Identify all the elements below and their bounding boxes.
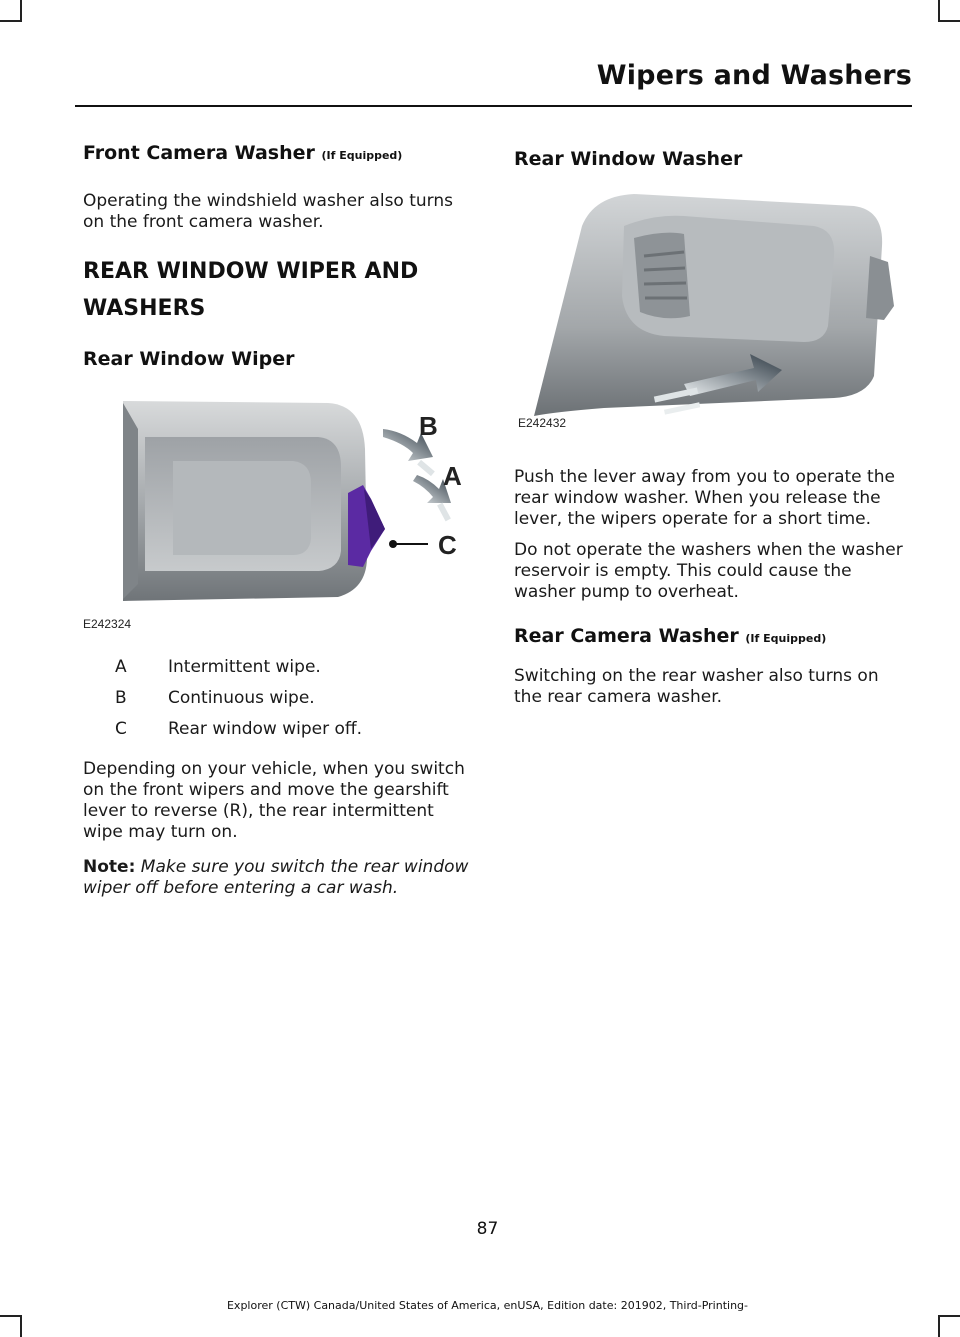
washer-lever-illustration bbox=[514, 186, 909, 426]
left-column bbox=[83, 140, 478, 899]
note-label: Note: bbox=[83, 857, 136, 877]
crop-mark bbox=[938, 1315, 960, 1317]
label-b: B bbox=[419, 411, 438, 441]
crop-mark bbox=[20, 1315, 22, 1337]
legend-item bbox=[83, 688, 478, 709]
lever-button bbox=[173, 461, 311, 555]
section-heading-line1: REAR WINDOW WIPER AND bbox=[83, 259, 419, 284]
front-camera-washer-text: Operating the windshield washer also turns on the front camera washer. bbox=[83, 191, 453, 232]
wiper-lever-illustration bbox=[83, 389, 478, 639]
lever-end-cap bbox=[866, 256, 894, 320]
crop-mark bbox=[938, 1315, 940, 1337]
rear-window-washer-heading: Rear Window Washer bbox=[514, 148, 743, 170]
legend-item bbox=[83, 719, 478, 740]
legend-key: C bbox=[115, 719, 127, 739]
legend-key: A bbox=[115, 657, 127, 677]
reverse-wipe-text: Depending on your vehicle, when you switch on the front wipers and move the gearshift lever to reverse (R), the rear intermittent wipe may turn on. bbox=[83, 759, 465, 842]
label-c: C bbox=[438, 530, 457, 560]
thumbwheel bbox=[634, 233, 690, 319]
right-column bbox=[514, 140, 909, 708]
figure-id: E242432 bbox=[518, 416, 567, 430]
edition-footer: Explorer (CTW) Canada/United States of America, enUSA, Edition date: 201902, Third-Printing- bbox=[226, 1299, 749, 1312]
note-paragraph bbox=[83, 857, 478, 899]
legend-key: B bbox=[115, 688, 127, 708]
rear-washer-figure bbox=[514, 186, 909, 430]
crop-mark bbox=[0, 1315, 22, 1317]
push-lever-text: Push the lever away from you to operate the rear window washer. When you release the lever, the wipers operate for a short time. bbox=[514, 467, 895, 529]
note-text: Make sure you switch the rear window wiper off before entering a car wash. bbox=[83, 857, 469, 898]
heading-text: Front Camera Washer bbox=[83, 142, 315, 164]
legend-text: Rear window wiper off. bbox=[168, 719, 363, 739]
arrow-dash bbox=[417, 460, 435, 476]
reservoir-warning-text: Do not operate the washers when the washer reservoir is empty. This could cause the washer pump to overheat. bbox=[514, 540, 903, 602]
legend-item bbox=[83, 657, 478, 678]
rear-camera-washer-heading bbox=[514, 623, 909, 652]
crop-mark bbox=[0, 20, 22, 22]
legend-list bbox=[83, 657, 478, 740]
rear-wiper-figure bbox=[83, 389, 478, 639]
crop-mark bbox=[938, 20, 960, 22]
front-camera-washer-heading bbox=[83, 140, 478, 169]
figure-id: E242324 bbox=[83, 617, 132, 631]
if-equipped-label: (If Equipped) bbox=[745, 632, 827, 645]
lever-edge bbox=[123, 403, 138, 599]
legend-text: Intermittent wipe. bbox=[168, 657, 321, 677]
page-number: 87 bbox=[476, 1219, 499, 1239]
page-title: Wipers and Washers bbox=[596, 60, 912, 91]
legend-text: Continuous wipe. bbox=[168, 688, 315, 708]
section-heading-line2: WASHERS bbox=[83, 296, 206, 321]
header-rule bbox=[75, 105, 912, 107]
if-equipped-label: (If Equipped) bbox=[321, 149, 403, 162]
label-a: A bbox=[443, 461, 462, 491]
arrow-dash bbox=[437, 503, 451, 522]
crop-mark bbox=[938, 0, 940, 22]
crop-mark bbox=[20, 0, 22, 22]
rear-window-wiper-heading: Rear Window Wiper bbox=[83, 348, 295, 370]
rear-camera-washer-text: Switching on the rear washer also turns on the rear camera washer. bbox=[514, 666, 879, 707]
heading-text: Rear Camera Washer bbox=[514, 625, 739, 647]
